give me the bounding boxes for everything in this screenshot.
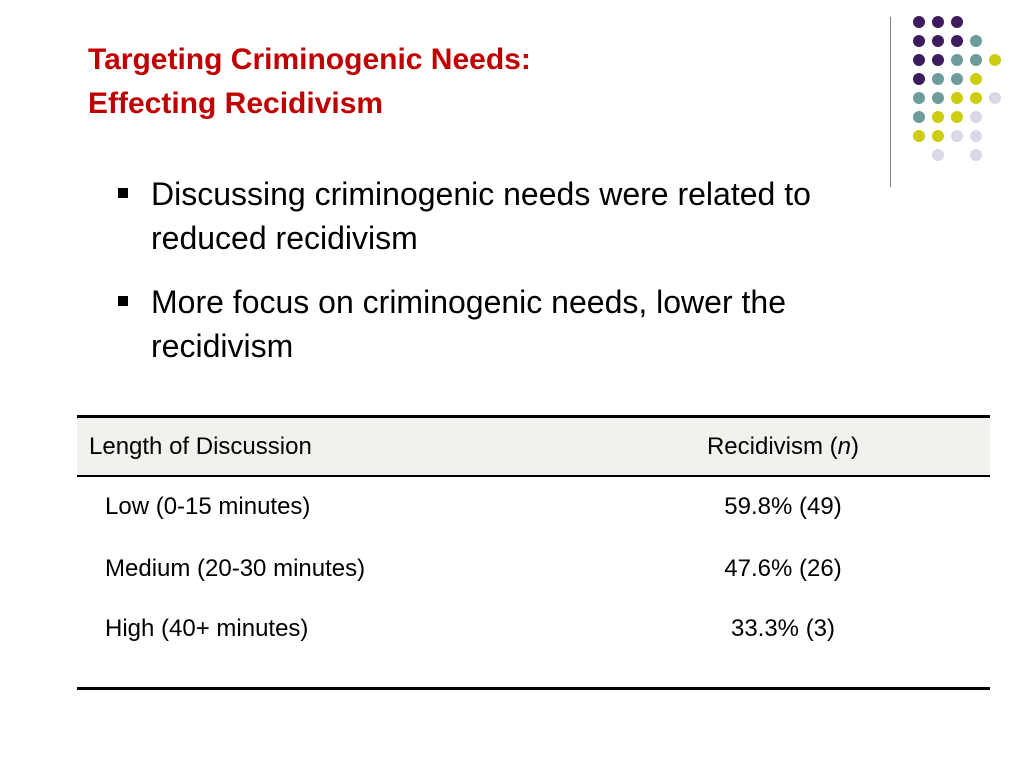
- header-recidivism-prefix: Recidivism (: [706, 432, 838, 460]
- slide-title-line-1: Targeting Criminogenic Needs:: [88, 43, 531, 76]
- table-row: [77, 476, 990, 535]
- table-row: [77, 603, 990, 689]
- bullet-text: More focus on criminogenic needs, lower the recidivism: [151, 284, 786, 364]
- header-recidivism-n: n: [837, 432, 852, 460]
- header-length-of-discussion: Length of Discussion: [89, 432, 312, 460]
- square-bullet-icon: [118, 188, 128, 198]
- cell-recidivism: 47.6% (26): [724, 555, 842, 582]
- header-recidivism: [576, 417, 990, 477]
- cell-length: Low (0-15 minutes): [105, 493, 311, 520]
- bullet-text: Discussing criminogenic needs were related to reduced recidivism: [151, 176, 811, 256]
- recidivism-table: [77, 415, 990, 690]
- cell-length: Medium (20-30 minutes): [105, 555, 366, 582]
- cell-recidivism: 33.3% (3): [730, 615, 836, 642]
- table-row: [77, 535, 990, 603]
- bullet-item: [114, 280, 914, 368]
- yellow-dots: [913, 54, 1001, 142]
- bullet-list: [114, 172, 914, 388]
- cell-length: High (40+ minutes): [105, 615, 309, 642]
- table-body: [77, 476, 990, 689]
- square-bullet-icon: [118, 296, 128, 306]
- table-header-row: [77, 417, 990, 477]
- dot-grid-ornament-icon: [0, 0, 1024, 200]
- table-header: [77, 417, 990, 477]
- lavender-dots: [932, 92, 1001, 161]
- recidivism-table-container: [77, 415, 990, 690]
- slide-title-line-2: Effecting Recidivism: [88, 87, 384, 120]
- header-recidivism-suffix: ): [851, 432, 860, 460]
- cell-recidivism: 59.8% (49): [724, 493, 842, 520]
- bullet-item: [114, 172, 914, 260]
